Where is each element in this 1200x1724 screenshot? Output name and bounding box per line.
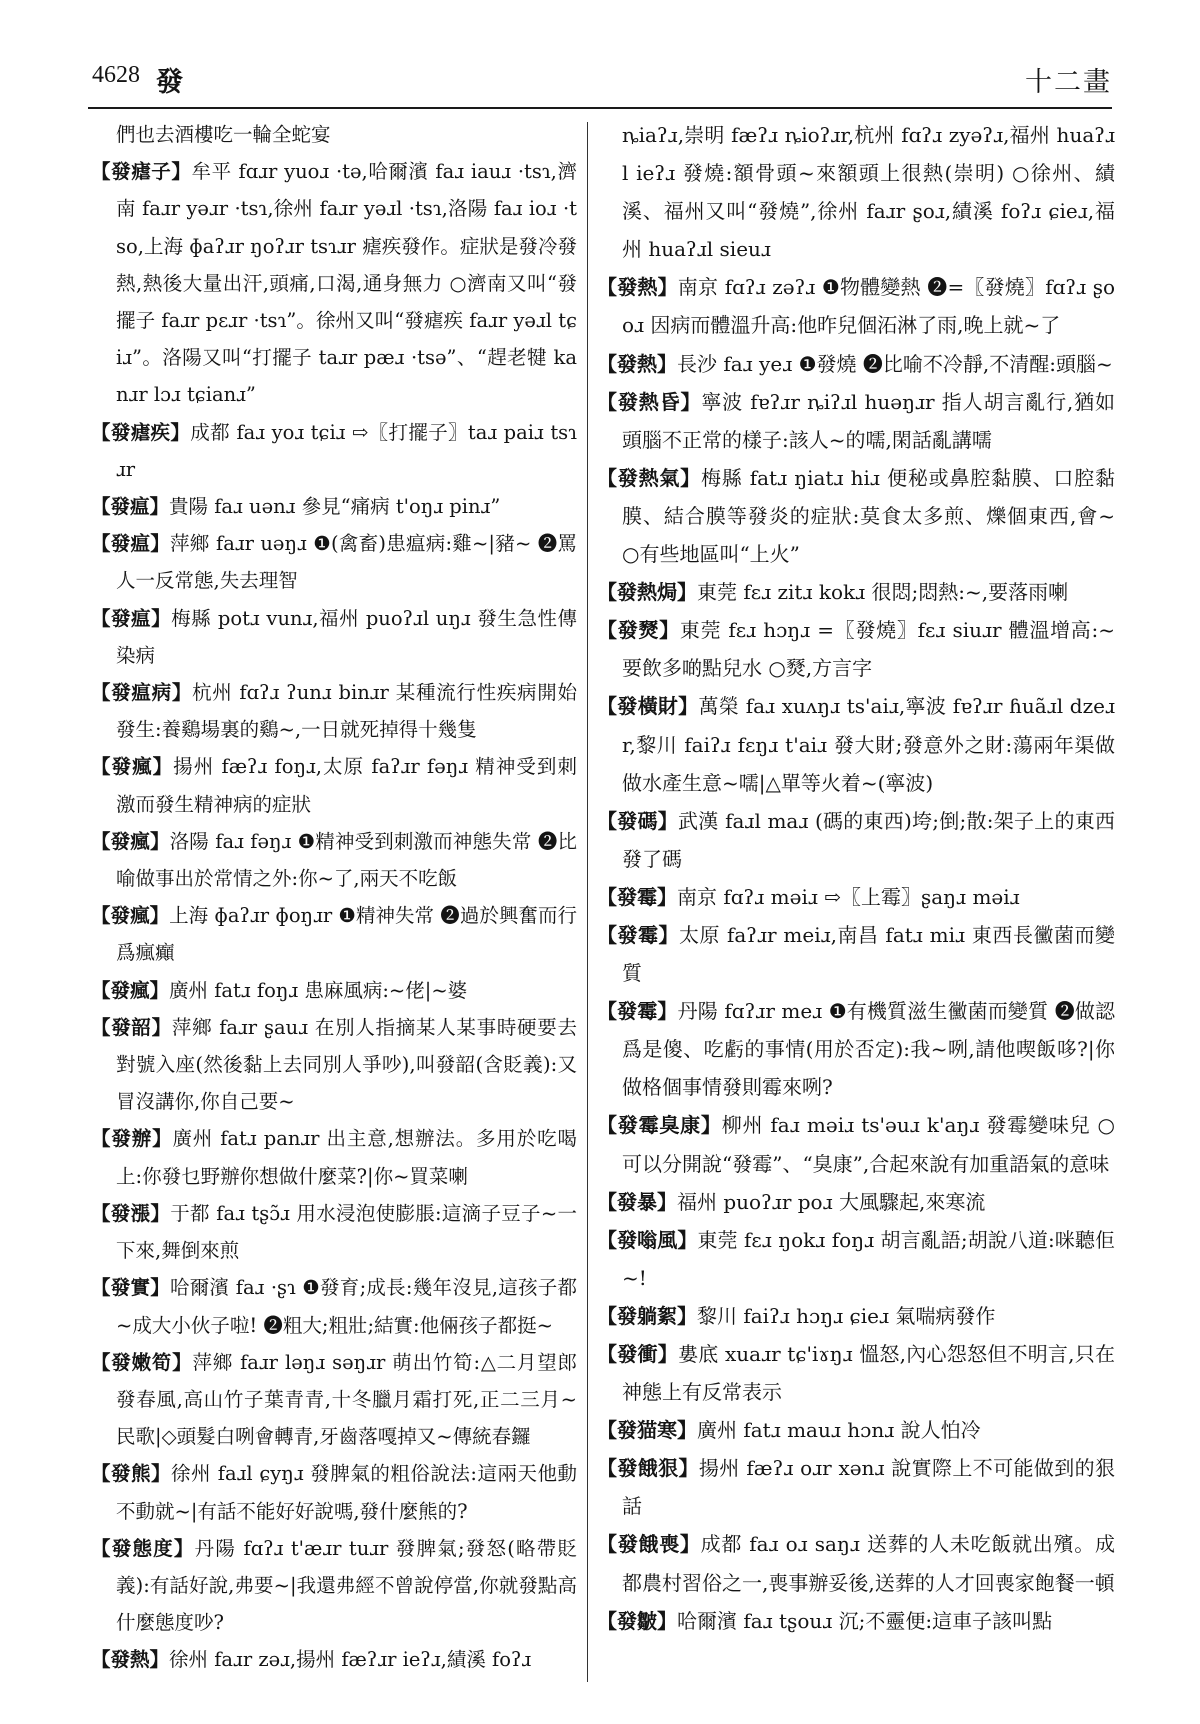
dictionary-entry bbox=[597, 1411, 1115, 1449]
dictionary-entry bbox=[91, 1269, 577, 1343]
dictionary-entry bbox=[91, 1195, 577, 1269]
dictionary-entry bbox=[91, 1530, 577, 1642]
entry-headword: 【發瘋】 bbox=[91, 978, 170, 1002]
left-column bbox=[91, 116, 577, 1679]
entry-text: 黎川 faiʔɹ hɔŋɹ ɕieɹ 氣喘病發作 bbox=[697, 1303, 996, 1328]
entry-headword: 【發躺絮】 bbox=[597, 1303, 697, 1328]
entry-text: 東莞 fɛɹ zitɹ kokɹ 很悶;悶熱:~,要落雨喇 bbox=[697, 580, 1069, 605]
entry-headword: 【發霉】 bbox=[597, 922, 680, 947]
dictionary-entry bbox=[91, 1455, 577, 1529]
entry-text: 萍鄉 faɹr uəŋɹ ❶(禽畜)患瘟病:雞~|豬~ ❷罵人一反常態,失去理智 bbox=[116, 532, 577, 593]
dictionary-entry bbox=[597, 1602, 1115, 1640]
entry-headword: 【發熱】 bbox=[91, 1648, 170, 1672]
entry-headword: 【發衝】 bbox=[597, 1342, 678, 1366]
entry-text: 萍鄉 faɹr ləŋɹ səŋɹr 萌出竹筍:△二月望郎發春風,高山竹子葉青青,十冬臘月霜打死,正二三月~民歌|◇頭髮白咧會轉青,牙齒落嘎掉又~傳統春鑼 bbox=[116, 1350, 577, 1449]
entry-text: 徐州 faɹr zəɹ,揚州 fæʔɹr ieʔɹ,績溪 foʔɹ bbox=[169, 1648, 532, 1672]
dictionary-entry bbox=[597, 687, 1115, 801]
dictionary-entry bbox=[597, 611, 1115, 687]
entry-text: 東莞 fɛɹ ŋokɹ foŋɹ 胡言亂語;胡說八道:咪聽佢~! bbox=[622, 1227, 1116, 1290]
page-header bbox=[92, 62, 1112, 102]
entry-text: 成都 faɹ oɹ saŋɹ 送葬的人未吃飯就出殯。成都農村習俗之一,喪事辦妥後,送葬的人才回喪家飽餐一頓 bbox=[622, 1532, 1115, 1595]
entry-text: 上海 ɸaʔɹr ɸoŋɹr ❶精神失常 ❷過於興奮而行爲瘋癲 bbox=[116, 904, 577, 965]
entry-headword: 【發瘟病】 bbox=[91, 681, 193, 705]
entry-text: 福州 puoʔɹr poɹ 大風驟起,來寒流 bbox=[677, 1189, 986, 1214]
dictionary-entry bbox=[91, 1641, 577, 1678]
entry-headword: 【發霉】 bbox=[597, 884, 677, 909]
entry-continuation bbox=[91, 116, 577, 153]
dictionary-entry bbox=[597, 345, 1115, 383]
entry-text: 寧波 fɐʔɹr ȵiʔɹl huəŋɹr 指人胡言亂行,猶如頭腦不正常的樣子:該人~的嚅,閑話亂講嚅 bbox=[622, 389, 1116, 452]
entry-headword: 【發瘟】 bbox=[91, 606, 172, 630]
dictionary-entry bbox=[91, 897, 577, 971]
dictionary-entry bbox=[597, 1106, 1115, 1182]
entry-headword: 【發猫寒】 bbox=[597, 1418, 697, 1443]
entry-headword: 【發嗡風】 bbox=[597, 1227, 698, 1252]
entry-headword: 【發瘋】 bbox=[91, 829, 170, 853]
entry-headword: 【發瘋】 bbox=[91, 904, 170, 928]
entry-headword: 【發暴】 bbox=[597, 1189, 677, 1214]
entry-headword: 【發辦】 bbox=[91, 1127, 173, 1151]
entry-continuation bbox=[597, 116, 1115, 268]
entry-headword: 【發霉臭康】 bbox=[597, 1113, 722, 1138]
entry-headword: 【發漲】 bbox=[91, 1201, 171, 1225]
entry-headword: 【發碼】 bbox=[597, 808, 678, 833]
dictionary-entry bbox=[597, 459, 1115, 573]
dictionary-entry bbox=[597, 916, 1115, 992]
entry-text: 揚州 fæʔɹ foŋɹ,太原 faʔɹr fəŋɹ 精神受到刺激而發生精神病的症狀 bbox=[116, 755, 577, 816]
entry-text: 杭州 fɑʔɹ ʔunɹ binɹr 某種流行性疾病開始發生:養鷄場裏的鷄~,一日就死掉得十幾隻 bbox=[116, 681, 577, 742]
header-rule bbox=[88, 107, 1112, 109]
entry-headword: 【發餓喪】 bbox=[597, 1532, 701, 1557]
dictionary-entry bbox=[91, 972, 577, 1009]
dictionary-entry bbox=[91, 1120, 577, 1194]
entry-text: 們也去酒樓吃一輪全蛇宴 bbox=[116, 123, 331, 146]
dictionary-entry bbox=[91, 414, 577, 488]
dictionary-entry bbox=[597, 1525, 1115, 1601]
dictionary-entry bbox=[597, 1183, 1115, 1221]
entry-text: 東莞 fɛɹ hɔŋɹ =〖發燒〗fɛɹ siuɹr 體溫增高:~要飲多啲點兒水 ○燹,方言字 bbox=[622, 618, 1115, 681]
entry-text: 成都 faɹ yoɹ tɕiɹ ⇨〖打擺子〗taɹ paiɹ tsɿɹr bbox=[116, 420, 577, 481]
right-column bbox=[597, 116, 1115, 1640]
dictionary-entry bbox=[91, 823, 577, 897]
dictionary-entry bbox=[91, 600, 577, 674]
entry-text: ȵiaʔɹ,崇明 fæʔɹ ȵioʔɹr,杭州 fɑʔɹ zyəʔɹ,福州 huaʔɹl ieʔɹ 發燒:額骨頭~來額頭上很熱(崇明) ○徐州、績溪、福州又叫“發燒”,徐州 faɹr ʂoɹ,績溪 foʔɹ ɕieɹ,福州 huaʔɹl sieuɹ bbox=[622, 123, 1115, 262]
dictionary-entry bbox=[91, 1344, 577, 1456]
dictionary-entry bbox=[597, 992, 1115, 1106]
entry-headword: 【發餓狠】 bbox=[597, 1456, 699, 1481]
dictionary-entry bbox=[91, 674, 577, 748]
entry-text: 丹陽 fɑʔɹr meɹ ❶有機質滋生黴菌而變質 ❷做認爲是傻、吃虧的事情(用於否定):我~咧,請他喫飯哆?|你做格個事情發則霉來咧? bbox=[622, 999, 1116, 1100]
entry-headword: 【發熱氣】 bbox=[597, 465, 701, 490]
entry-headword: 【發瘧子】 bbox=[91, 160, 192, 184]
entry-text: 于都 faɹ tʂɔ̃ɹ 用水浸泡使膨脹:這滴子豆子~一下來,舞倒來煎 bbox=[116, 1201, 577, 1263]
entry-text: 南京 fɑʔɹ zəʔɹ ❶物體變熱 ❷=〖發燒〗fɑʔɹ ʂooɹ 因病而體溫升高:他昨兒個沰淋了雨,晚上就~了 bbox=[622, 275, 1115, 338]
entry-headword: 【發瘧疾】 bbox=[91, 420, 191, 444]
entry-text: 牟平 fɑɹr yuoɹ ·tə,哈爾濱 faɹ iauɹ ·tsɿ,濟南 faɹr yəɹr ·tsɿ,徐州 faɹr yəɹl ·tsɿ,洛陽 faɹ ioɹ ·tso,上海 ɸaʔɹr ŋoʔɹr tsɿɹr 瘧疾發作。症狀是發冷發熱,熱後大量出汗,頭痛,口渴,通身無力 ○濟南又叫“發擺子 faɹr pɛɹr ·tsɿ”。徐州又叫“發瘧疾 faɹr yəɹl tɕiɹ”。洛陽又叫“打擺子 taɹr pæɹ ·tsə”、“趕老犍 kanɹr lɔɹ tɕianɹ” bbox=[116, 160, 577, 407]
entry-headword: 【發熱昏】 bbox=[597, 389, 702, 414]
entry-headword: 【發熱】 bbox=[597, 275, 678, 300]
dictionary-entry bbox=[597, 1297, 1115, 1335]
entry-headword: 【發熱】 bbox=[597, 351, 677, 376]
dictionary-entry bbox=[91, 1009, 577, 1121]
running-head-character: 發 bbox=[156, 67, 183, 98]
entry-headword: 【發熊】 bbox=[91, 1462, 172, 1486]
entry-text: 萍鄉 faɹr ʂauɹ 在別人指摘某人某事時硬要去對號入座(然後黏上去同別人爭吵),叫發韶(含貶義):又冒沒講你,你自己要~ bbox=[116, 1015, 577, 1114]
entry-text: 哈爾濱 faɹ tʂouɹ 沉;不靈便:這車子該叫點 bbox=[677, 1608, 1053, 1633]
entry-headword: 【發熱焗】 bbox=[597, 580, 697, 605]
entry-text: 揚州 fæʔɹ oɹr xənɹ 說實際上不可能做到的狠話 bbox=[622, 1456, 1115, 1519]
entry-headword: 【發瘋】 bbox=[91, 755, 174, 779]
entry-text: 徐州 faɹl ɕyŋɹ 發脾氣的粗俗說法:這兩天他動不動就~|有話不能好好說嗎,發什麼熊的? bbox=[116, 1462, 577, 1523]
dictionary-entry bbox=[597, 383, 1115, 459]
dictionary-entry bbox=[91, 748, 577, 822]
dictionary-entry bbox=[91, 488, 577, 525]
entry-text: 梅縣 potɹ vunɹ,福州 puoʔɹl uŋɹ 發生急性傳染病 bbox=[116, 606, 577, 667]
entry-text: 廣州 fatɹ mauɹ hɔnɹ 說人怕冷 bbox=[697, 1418, 981, 1443]
entry-text: 廣州 fatɹ panɹr 出主意,想辦法。多用於吃喝上:你發乜野辦你想做什麼菜?|你~買菜喇 bbox=[116, 1127, 577, 1188]
dictionary-entry bbox=[597, 878, 1115, 916]
entry-headword: 【發韶】 bbox=[91, 1015, 172, 1039]
entry-headword: 【發皺】 bbox=[597, 1608, 677, 1633]
dictionary-entry bbox=[597, 573, 1115, 611]
page-number: 4628 bbox=[92, 62, 140, 88]
entry-text: 太原 faʔɹr meiɹ,南昌 fatɹ miɹ 東西長黴菌而變質 bbox=[622, 922, 1115, 986]
entry-text: 洛陽 faɹ fəŋɹ ❶精神受到刺激而神態失常 ❷比喻做事出於常情之外:你~了,兩天不吃飯 bbox=[116, 829, 577, 891]
entry-text: 長沙 faɹ yeɹ ❶發燒 ❷比喻不冷靜,不清醒:頭腦~ bbox=[677, 351, 1113, 376]
entry-headword: 【發橫財】 bbox=[597, 694, 699, 719]
entry-headword: 【發瘟】 bbox=[91, 495, 170, 519]
entry-headword: 【發態度】 bbox=[91, 1536, 195, 1560]
dictionary-entry bbox=[597, 268, 1115, 344]
entry-text: 廣州 fatɹ foŋɹ 患麻風病:~佬|~婆 bbox=[169, 978, 468, 1002]
entry-text: 婁底 xuaɹr tɕ'iɤŋɹ 慍怒,內心怨怒但不明言,只在神態上有反常表示 bbox=[622, 1342, 1115, 1405]
entry-headword: 【發燹】 bbox=[597, 618, 680, 643]
column-divider bbox=[587, 122, 588, 1682]
entry-text: 柳州 faɹ məiɹ ts'əuɹ k'aŋɹ 發霉變味兒 ○可以分開說“發霉”、“臭康”,合起來說有加重語氣的意味 bbox=[622, 1113, 1116, 1176]
entry-text: 武漢 faɹl maɹ (碼的東西)垮;倒;散:架子上的東西發了碼 bbox=[622, 808, 1116, 871]
entry-text: 丹陽 fɑʔɹ t'æɹr tuɹr 發脾氣;發怒(略帶貶義):有話好說,弗要~|我還弗經不曾說停當,你就發點高什麼態度吵? bbox=[116, 1536, 577, 1635]
entry-headword: 【發實】 bbox=[91, 1276, 171, 1300]
entry-headword: 【發嫩筍】 bbox=[91, 1350, 193, 1374]
dictionary-entry bbox=[597, 1221, 1115, 1297]
dictionary-entry bbox=[597, 1449, 1115, 1525]
entry-text: 哈爾濱 faɹ ·ʂɿ ❶發育;成長:幾年沒見,這孩子都~成大小伙子啦! ❷粗大;粗壯;結實:他倆孩子都挺~ bbox=[116, 1276, 577, 1337]
entry-headword: 【發瘟】 bbox=[91, 532, 171, 556]
dictionary-entry bbox=[91, 525, 577, 599]
entry-text: 梅縣 fatɹ ŋiatɹ hiɹ 便秘或鼻腔黏膜、口腔黏膜、結合膜等發炎的症狀:莫食太多煎、爍個東西,會~ ○有些地區叫“上火” bbox=[622, 465, 1116, 567]
entry-text: 萬榮 faɹ xuʌŋɹ ts'aiɹ,寧波 fɐʔɹr ɦuãɹl dzeɹr,黎川 faiʔɹ fɛŋɹ t'aiɹ 發大財;發意外之財:蕩兩年渠做做水產生意~嚅|△單等火着~(寧波) bbox=[622, 694, 1115, 795]
dictionary-entry bbox=[597, 802, 1115, 878]
section-label: 十二畫 bbox=[1025, 67, 1112, 98]
entry-text: 貴陽 faɹ uənɹ 參見“痛病 t'oŋɹ pinɹ” bbox=[169, 495, 501, 519]
entry-headword: 【發霉】 bbox=[597, 999, 678, 1024]
dictionary-entry bbox=[91, 153, 577, 413]
dictionary-entry bbox=[597, 1335, 1115, 1411]
entry-text: 南京 fɑʔɹ məiɹ ⇨〖上霉〗ʂaŋɹ məiɹ bbox=[677, 884, 1020, 909]
